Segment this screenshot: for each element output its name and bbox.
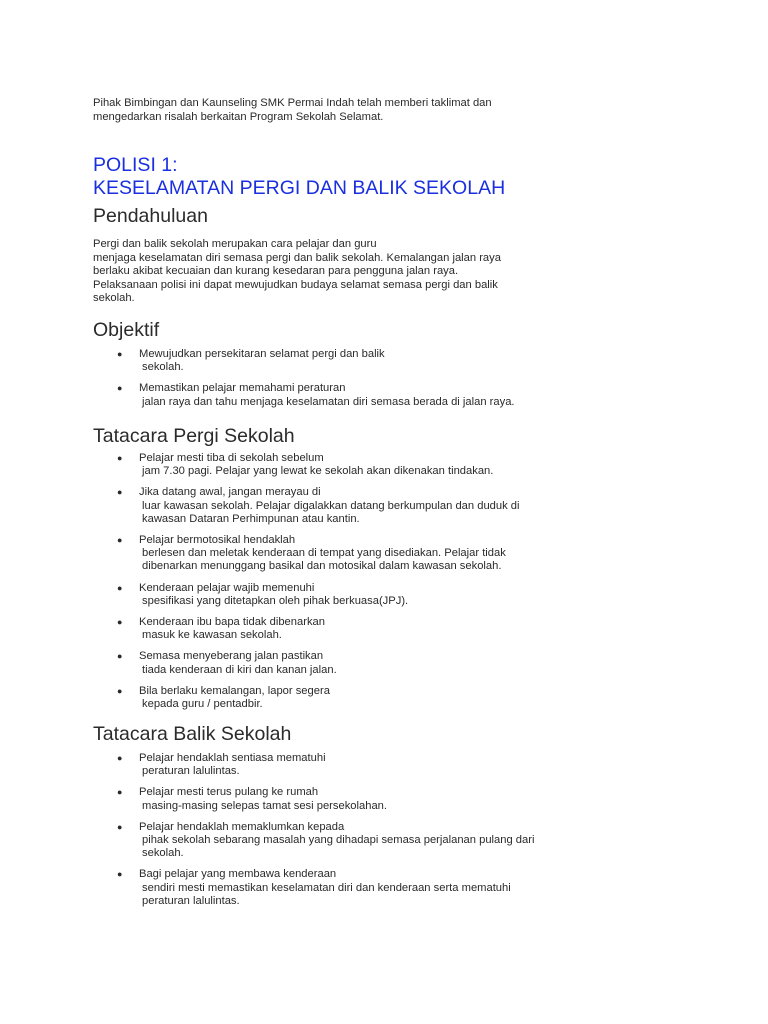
heading-objektif: Objektif — [93, 319, 160, 341]
list-item-line: peraturan lalulintas. — [142, 894, 240, 907]
list-item — [93, 382, 553, 408]
list-item-line: kepada guru / pentadbir. — [142, 698, 263, 711]
list-item-line: pihak sekolah sebarang masalah yang dihadapi semasa perjalanan pulang dari — [142, 834, 535, 847]
list-item-line: sendiri mesti memastikan keselamatan diri dan kenderaan serta mematuhi — [142, 881, 511, 894]
list-item — [93, 786, 553, 812]
paragraph-line: Pelaksanaan polisi ini dapat mewujudkan budaya selamat semasa pergi dan balik — [93, 278, 498, 291]
bullet-icon: ● — [117, 453, 123, 463]
bullet-icon: ● — [117, 651, 123, 662]
list-item-line: spesifikasi yang ditetapkan oleh pihak berkuasa(JPJ). — [142, 594, 409, 607]
pendahuluan-paragraph — [93, 238, 533, 306]
list-item-line: masing-masing selepas tamat sesi persekolahan. — [142, 799, 388, 812]
list-item — [93, 582, 553, 608]
bullet-icon: ● — [117, 349, 123, 359]
list-item-line: masuk ke kawasan sekolah. — [142, 629, 282, 642]
list-item — [93, 868, 553, 908]
bullet-icon: ● — [117, 869, 123, 880]
policy-title-line-2: KESELAMATAN PERGI DAN BALIK SEKOLAH — [93, 177, 506, 199]
intro-line: mengedarkan risalah berkaitan Program Sekolah Selamat. — [93, 110, 384, 123]
heading-pendahuluan: Pendahuluan — [93, 205, 208, 227]
list-item-line: Jika datang awal, jangan merayau di — [139, 486, 321, 499]
heading-tatacara-pergi: Tatacara Pergi Sekolah — [93, 425, 295, 447]
policy-title-line-1: POLISI 1: — [93, 154, 178, 176]
heading-tatacara-balik: Tatacara Balik Sekolah — [93, 723, 292, 745]
list-item-line: luar kawasan sekolah. Pelajar digalakkan datang berkumpulan dan duduk di — [142, 499, 520, 512]
list-item-line: Pelajar bermotosikal hendaklah — [139, 534, 296, 547]
list-item — [93, 486, 553, 526]
list-item-line: Memastikan pelajar memahami peraturan — [139, 382, 346, 395]
list-item — [93, 616, 553, 642]
list-item-line: sekolah. — [142, 361, 184, 374]
list-item — [93, 650, 553, 676]
objektif-list — [93, 348, 553, 417]
tatacara-pergi-list — [93, 452, 553, 719]
list-item-line: Pelajar hendaklah memaklumkan kepada — [139, 820, 345, 833]
bullet-icon: ● — [117, 582, 123, 593]
list-item-line: kawasan Dataran Perhimpunan atau kantin. — [142, 512, 360, 525]
bullet-icon: ● — [117, 535, 123, 546]
list-item-line: Pelajar mesti terus pulang ke rumah — [139, 786, 319, 799]
paragraph-line: menjaga keselamatan diri semasa pergi dan balik sekolah. Kemalangan jalan raya — [93, 251, 501, 264]
list-item — [93, 534, 553, 574]
list-item — [93, 821, 553, 861]
list-item-line: berlesen dan meletak kenderaan di tempat yang disediakan. Pelajar tidak — [142, 547, 506, 560]
intro-line: Pihak Bimbingan dan Kaunseling SMK Permai Indah telah memberi taklimat dan — [93, 97, 492, 109]
list-item-line: Mewujudkan persekitaran selamat pergi dan balik — [139, 348, 385, 360]
list-item — [93, 685, 553, 711]
intro-paragraph — [93, 97, 533, 124]
list-item-line: peraturan lalulintas. — [142, 765, 240, 778]
list-item-line: sekolah. — [142, 847, 184, 860]
list-item-line: tiada kenderaan di kiri dan kanan jalan. — [142, 663, 337, 676]
bullet-icon: ● — [117, 487, 123, 498]
bullet-icon: ● — [117, 753, 123, 763]
bullet-icon: ● — [117, 383, 123, 394]
policy-title — [93, 154, 505, 200]
list-item-line: Kenderaan pelajar wajib memenuhi — [139, 581, 315, 594]
bullet-icon: ● — [117, 685, 123, 696]
list-item-line: Pelajar hendaklah sentiasa mematuhi — [139, 752, 326, 764]
list-item-line: Pelajar mesti tiba di sekolah sebelum — [139, 452, 324, 464]
bullet-icon: ● — [117, 617, 123, 628]
list-item-line: Bagi pelajar yang membawa kenderaan — [139, 868, 337, 881]
list-item-line: jalan raya dan tahu menjaga keselamatan diri semasa berada di jalan raya. — [142, 395, 515, 408]
paragraph-line: berlaku akibat kecuaian dan kurang kesedaran para pengguna jalan raya. — [93, 265, 459, 277]
list-item-line: dibenarkan menunggang basikal dan motosikal dalam kawasan sekolah. — [142, 560, 502, 573]
list-item — [93, 452, 553, 478]
bullet-icon: ● — [117, 787, 123, 798]
list-item-line: Semasa menyeberang jalan pastikan — [139, 650, 324, 663]
list-item-line: Bila berlaku kemalangan, lapor segera — [139, 684, 330, 697]
tatacara-balik-list — [93, 752, 553, 916]
paragraph-line: sekolah. — [93, 292, 135, 304]
bullet-icon: ● — [117, 821, 123, 832]
list-item — [93, 348, 553, 374]
list-item-line: Kenderaan ibu bapa tidak dibenarkan — [139, 616, 325, 629]
list-item-line: jam 7.30 pagi. Pelajar yang lewat ke sekolah akan dikenakan tindakan. — [142, 465, 494, 478]
paragraph-line: Pergi dan balik sekolah merupakan cara pelajar dan guru — [93, 238, 377, 250]
list-item — [93, 752, 553, 778]
